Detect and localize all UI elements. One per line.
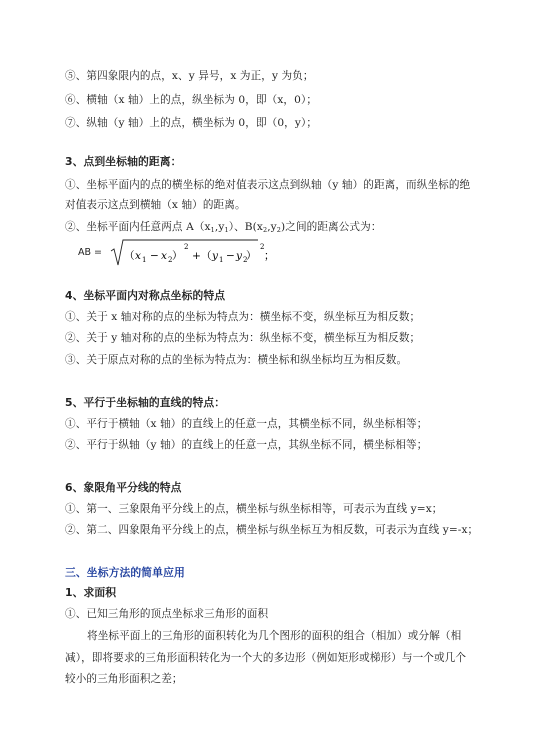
area-item-1: ①、已知三角形的顶点坐标求三角形的面积 <box>65 608 269 620</box>
formula-svg <box>78 239 378 269</box>
formula-sq-2: 2 <box>260 243 265 251</box>
heading-find-area: 1、求面积 <box>65 586 117 599</box>
formula-sq-1: 2 <box>184 243 189 251</box>
formula-paren-close-1: ） <box>172 250 183 262</box>
coord-rule-item-5: ⑤、第四象限内的点，x、y 异号，x 为正，y 为负； <box>65 70 314 82</box>
heading-part-3: 三、坐标方法的简单应用 <box>65 566 185 579</box>
parallel-item-1: ①、平行于横轴（x 轴）的直线上的任意一点，其横坐标不同，纵坐标相等； <box>65 418 428 430</box>
distance-item-1-line-1: ①、坐标平面内的点的横坐标的绝对值表示这点到纵轴（y 轴）的距离，而纵坐标的绝 <box>65 179 471 191</box>
formula-y2-sub: 2 <box>243 256 248 264</box>
distance-item-2: ②、坐标平面内任意两点 $A(x_1,y_1)$、$B(x_2,y_2)$之间的距离公式为： <box>65 221 382 234</box>
formula-plus: + <box>192 250 201 262</box>
heading-distance-to-axes: 3、点到坐标轴的距离： <box>65 155 182 168</box>
area-paragraph-line-2: 减），即将要求的三角形面积转化为一个大的多边形（例如矩形或梯形）与一个或几个 <box>65 652 467 664</box>
formula-y1-sub: 1 <box>219 256 224 264</box>
formula-minus-1: − <box>150 250 159 262</box>
area-paragraph-line-3: 较小的三角形面积之差； <box>65 673 183 685</box>
symmetry-item-1: ①、关于 x 轴对称的点的坐标为特点为：横坐标不变，纵坐标互为相反数； <box>65 311 421 323</box>
coord-rule-item-7: ⑦、纵轴（y 轴）上的点，横坐标为 0，即（0，y）； <box>65 117 318 129</box>
bisector-item-1: ①、第一、三象限角平分线上的点，横坐标与纵坐标相等，可表示为直线 y=x； <box>65 503 443 515</box>
area-paragraph-line-1: 将坐标平面上的三角形的面积转化为几个图形的面积的组合（相加）或分解（相 <box>87 630 462 642</box>
formula-x2-sub: 2 <box>168 256 173 264</box>
parallel-item-2: ②、平行于纵轴（y 轴）的直线上的任意一点，其纵坐标不同，横坐标相等； <box>65 439 428 451</box>
heading-bisector: 6、象限角平分线的特点 <box>65 481 182 494</box>
formula-paren-open-2: （ <box>201 250 212 262</box>
symmetry-item-2: ②、关于 y 轴对称的点的坐标为特点为：纵坐标不变，横坐标互为相反数； <box>65 332 421 344</box>
heading-symmetric-points: 4、坐标平面内对称点坐标的特点 <box>65 289 226 302</box>
symmetry-item-3: ③、关于原点对称的点的坐标为特点为：横坐标和纵坐标均互为相反数。 <box>65 354 408 366</box>
heading-parallel-lines: 5、平行于坐标轴的直线的特点： <box>65 396 226 409</box>
formula-end: ； <box>264 250 275 262</box>
distance-item-1-line-2: 对值表示这点到横轴（x 轴）的距离。 <box>65 199 246 211</box>
coord-rule-item-6: ⑥、横轴（x 轴）上的点，纵坐标为 0，即（x，0）； <box>65 94 318 106</box>
formula-lhs: AB = <box>78 247 102 258</box>
formula-x1: x <box>135 250 141 262</box>
distance-formula <box>78 239 378 269</box>
formula-y1: y <box>212 250 218 262</box>
formula-paren-open-1: （ <box>124 250 135 262</box>
bisector-item-2: ②、第二、四象限角平分线上的点，横坐标与纵坐标互为相反数，可表示为直线 y=-x； <box>65 524 479 536</box>
formula-x1-sub: 1 <box>142 256 147 264</box>
formula-y2: y <box>236 250 242 262</box>
formula-paren-close-2: ） <box>246 250 257 262</box>
formula-minus-2: − <box>226 250 235 262</box>
formula-x2: x <box>161 250 167 262</box>
